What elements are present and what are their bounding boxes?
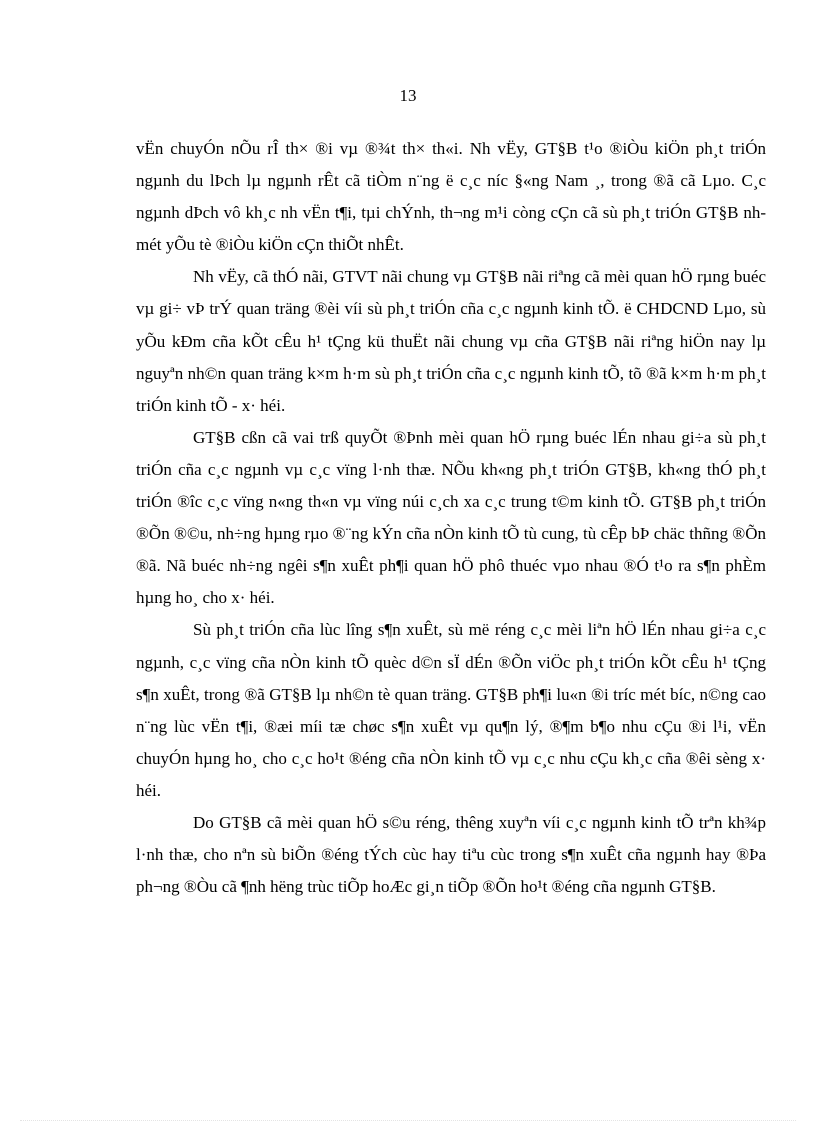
page-bottom-divider (20, 1120, 796, 1121)
body-text (136, 133, 766, 903)
paragraph-3: GT§B cßn cã vai trß quyÕt ®Þnh mèi quan hÖ rµng buéc lÉn nhau gi÷a sù ph¸t triÓn cña c¸c ngµnh vµ c¸c vïng l·nh thæ. NÕu kh«ng ph¸t triÓn GT§B, kh«ng thÓ ph¸t triÓn ®îc c¸c vïng n«ng th«n vµ vïng núi c¸ch xa c¸c trung t©m kinh tÕ. GT§B ph¸t triÓn ®Õn ®©u, nh÷ng hµng rµo ®¨ng kÝn cña nÒn kinh tÕ tù cung, tù cÊp bÞ chäc thñng ®Õn ®ã. Nã buéc nh÷ng ngêi s¶n xuÊt ph¶i quan hÖ phô thuéc vµo nhau ®Ó t¹o ra s¶n phÈm hµng ho¸ cho x· héi. (136, 427, 766, 608)
paragraph-1: vËn chuyÓn nÕu rÎ th× ®i vµ ®¾t th× th«i. Nh vËy, GT§B t¹o ®iÒu kiÖn ph¸t triÓn ngµnh du lÞch lµ ngµnh rÊt cã tiÒm n¨ng ë c¸c níc §«ng Nam ¸, trong ®ã cã Lµo. C¸c ngµnh dÞch vô kh¸c nh vËn t¶i, tµi chÝnh, th¬ng m¹i còng cÇn cã sù ph¸t triÓn GT§B nh mét yÕu tè ®iÒu kiÖn cÇn thiÕt nhÊt. (136, 139, 766, 255)
page-number: 13 (399, 86, 417, 105)
paragraph-2: Nh vËy, cã thÓ nãi, GTVT nãi chung vµ GT§B nãi riªng cã mèi quan hÖ rµng buéc vµ gi÷ vÞ trÝ quan träng ®èi víi sù ph¸t triÓn cña c¸c ngµnh kinh tÕ. ë CHDCND Lµo, sù yÕu kÐm cña kÕt cÊu h¹ tÇng kü thuËt nãi chung vµ cña GT§B nãi riªng hiÖn nay lµ nguyªn nh©n quan träng k×m h·m sù ph¸t triÓn cña c¸c ngµnh kinh tÕ, tõ ®ã k×m h·m ph¸t triÓn kinh tÕ - x· héi. (136, 267, 766, 415)
paragraph-4: Sù ph¸t triÓn cña lùc lîng s¶n xuÊt, sù më réng c¸c mèi liªn hÖ lÉn nhau gi÷a c¸c ngµnh, c¸c vïng cña nÒn kinh tÕ quèc d©n sÏ dÉn ®Õn viÖc ph¸t triÓn kÕt cÊu h¹ tÇng s¶n xuÊt, trong ®ã GT§B lµ nh©n tè quan träng. GT§B ph¶i lu«n ®i tríc mét bíc, n©ng cao n¨ng lùc vËn t¶i, ®æi míi tæ chøc s¶n xuÊt vµ qu¶n lý, ®¶m b¶o nhu cÇu ®i l¹i, vËn chuyÓn hµng ho¸ cho c¸c ho¹t ®éng cña nÒn kinh tÕ vµ c¸c nhu cÇu kh¸c cña ®êi sèng x· héi. (136, 620, 766, 800)
paragraph-5: Do GT§B cã mèi quan hÖ s©u réng, thêng xuyªn víi c¸c ngµnh kinh tÕ trªn kh¾p l·nh thæ, cho nªn sù biÕn ®éng tÝch cùc hay tiªu cùc trong s¶n xuÊt cña ngµnh hay ®Þa ph¬ng ®Òu cã ¶nh hëng trùc tiÕp hoÆc gi¸n tiÕp ®Õn ho¹t ®éng cña ngµnh GT§B. (136, 812, 766, 897)
